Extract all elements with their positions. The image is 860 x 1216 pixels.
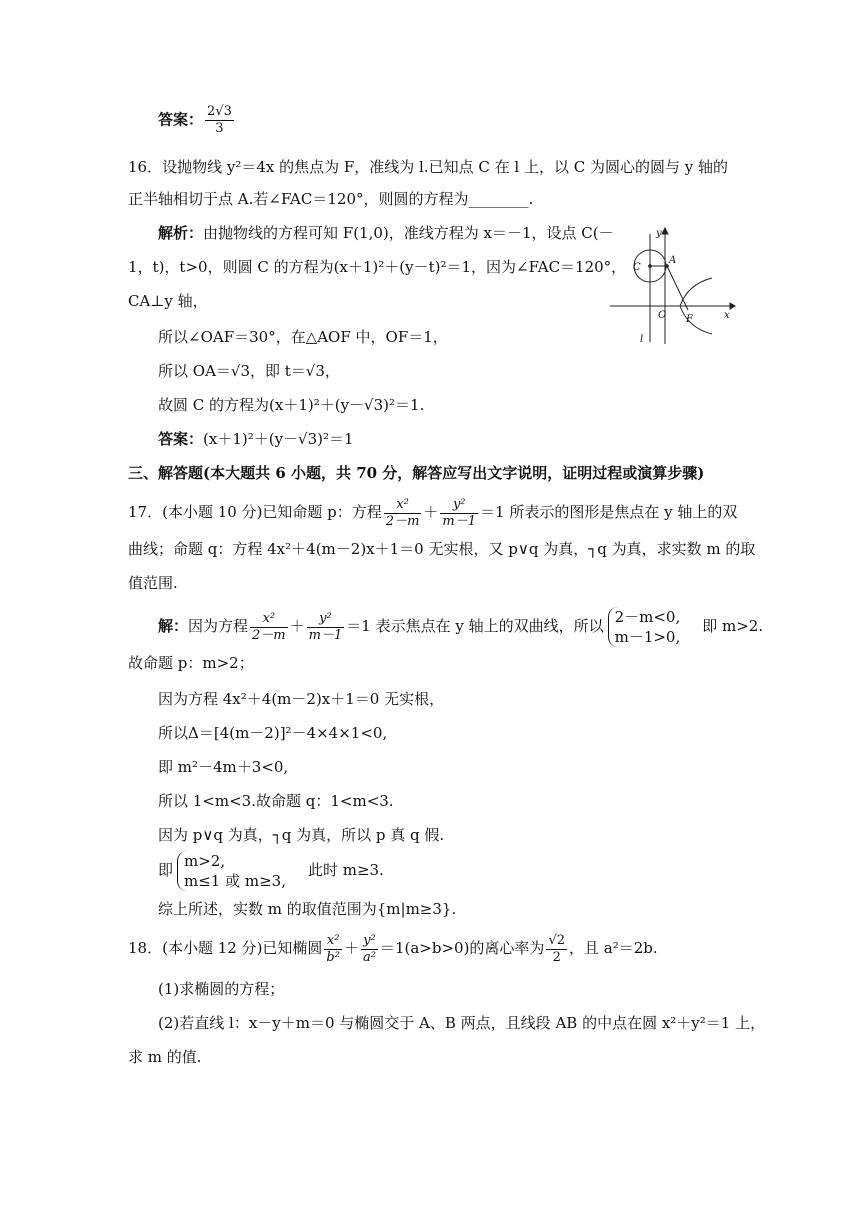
fraction-x2 [250, 611, 288, 644]
solution-text: 即 m>2. [702, 617, 764, 635]
solution-label: 解析： [158, 224, 204, 242]
q16-line2: 正半轴相切于点 A.若∠FAC＝120°，则圆的方程为________. [128, 190, 534, 208]
fraction-denominator: b² [326, 949, 340, 965]
fraction-numerator: y² [440, 497, 478, 514]
q17-solution-line6: 所以 1<m<3.故命题 q：1<m<3. [158, 792, 394, 810]
q17-line1 [128, 492, 737, 532]
fraction-numerator: x² [324, 933, 342, 950]
q17-text: 17．(本小题 10 分)已知命题 p：方程 [128, 503, 382, 521]
system-row: m≤1 或 m≥3, [184, 872, 286, 890]
q16-solution-line1 [158, 222, 614, 244]
solution-text: 因为方程 [188, 617, 249, 635]
q18-line1 [128, 928, 658, 968]
q16-answer [158, 428, 354, 450]
fraction-numerator: y² [361, 933, 378, 950]
fraction-y2-a2 [361, 933, 378, 966]
q17-solution-line8 [158, 848, 384, 892]
fraction-denominator: 2 [552, 949, 561, 965]
q16-line1: 16．设抛物线 y²＝4x 的焦点为 F，准线为 l.已知点 C 在 l 上，以 C 为圆心的圆与 y 轴的 [128, 158, 728, 176]
fraction-numerator: x² [384, 497, 422, 514]
inequality-system-2 [177, 851, 286, 891]
solution-label: 解： [158, 617, 189, 635]
label-o: O [658, 310, 667, 321]
fraction-denominator: 2－m [385, 513, 420, 529]
solution-text: 由抛物线的方程可知 F(1,0)，准线方程为 x＝－1，设点 C(－ [203, 224, 614, 242]
fraction-denominator: m－1 [308, 627, 343, 643]
y-axis-arrow [662, 228, 668, 234]
answer-15 [158, 104, 236, 137]
plus-sign: ＋ [423, 503, 439, 521]
q16-solution-line4: 所以∠OAF＝30°，在△AOF 中，OF＝1， [158, 328, 448, 346]
answer-label: 答案： [158, 110, 204, 129]
x-axis-arrow [730, 303, 735, 309]
fraction-x2-b2 [324, 933, 342, 966]
q17-solution-line5: 即 m²－4m＋3<0, [158, 758, 289, 776]
answer-label: 答案： [158, 430, 204, 448]
q17-solution-line3: 因为方程 4x²＋4(m－2)x＋1＝0 无实根， [158, 690, 445, 708]
label-a: A [669, 255, 677, 266]
fraction-numerator: y² [307, 611, 345, 628]
fraction-numerator: x² [250, 611, 288, 628]
answer-fraction [205, 104, 234, 137]
label-x: x [724, 310, 730, 321]
plus-sign: ＋ [289, 617, 305, 635]
q16-solution-line5: 所以 OA＝√3，即 t＝√3， [158, 362, 340, 380]
q18-text: 18．(本小题 12 分)已知椭圆 [128, 939, 323, 957]
q16-solution-line3: CA⊥y 轴， [128, 292, 208, 310]
fraction-numerator: 2√3 [207, 104, 232, 119]
system-row: 2－m<0, [614, 608, 681, 626]
q18-part2-cont: 求 m 的值. [128, 1048, 202, 1066]
label-f: F [686, 314, 693, 325]
segment-af [667, 266, 688, 310]
fraction-denominator: m－1 [442, 513, 477, 529]
q18-part2: (2)若直线 l：x－y＋m＝0 与椭圆交于 A、B 两点，且线段 AB 的中点在圆 x²＋y²＝1 上， [158, 1014, 766, 1032]
solution-text: 即 [158, 861, 174, 879]
plus-sign: ＋ [343, 939, 359, 957]
answer-text: (x＋1)²＋(y－√3)²＝1 [203, 430, 354, 448]
fraction-denominator: 3 [215, 121, 224, 136]
q18-text: ＝1(a>b>0)的离心率为 [379, 939, 545, 957]
q17-solution-line9: 综上所述，实数 m 的取值范围为{m|m≥3}. [158, 900, 457, 918]
fraction-denominator: 2－m [252, 627, 286, 643]
label-y: y [656, 228, 662, 239]
q17-solution-line4: 所以Δ＝[4(m－2)]²－4×4×1<0, [158, 724, 388, 742]
q18-part1: (1)求椭圆的方程； [158, 980, 285, 998]
label-c: C [633, 262, 641, 273]
system-row: m>2, [184, 852, 226, 870]
fraction-sqrt2-2 [546, 933, 567, 966]
label-l: l [640, 334, 644, 345]
system-row: m－1>0, [614, 628, 681, 646]
q16-solution-line2: 1，t)，t>0，则圆 C 的方程为(x＋1)²＋(y－t)²＝1，因为∠FAC＝120°， [128, 258, 627, 276]
q17-line2: 曲线；命题 q：方程 4x²＋4(m－2)x＋1＝0 无实根，又 p∨q 为真，┐q 为真，求实数 m 的取 [128, 540, 756, 558]
section-3-heading: 三、解答题(本大题共 6 小题，共 70 分，解答应写出文字说明，证明过程或演算步骤) [128, 464, 705, 482]
q16-solution-line6: 故圆 C 的方程为(x＋1)²＋(y－√3)²＝1. [158, 396, 425, 414]
fraction-y2 [307, 611, 345, 644]
parabola-circle-figure [606, 226, 736, 348]
q17-solution-line1 [158, 604, 763, 648]
q17-line3: 值范围. [128, 574, 178, 592]
q18-text: ，且 a²＝2b. [569, 939, 658, 957]
inequality-system-1 [608, 607, 681, 647]
solution-text: ＝1 表示焦点在 y 轴上的双曲线，所以 [346, 617, 604, 635]
q17-solution-line2: 故命题 p：m>2； [128, 654, 254, 672]
fraction-numerator: √2 [548, 932, 565, 948]
point-c [648, 264, 652, 268]
q17-solution-line7: 因为 p∨q 为真，┐q 为真，所以 p 真 q 假. [158, 826, 445, 844]
q17-text: ＝1 所表示的图形是焦点在 y 轴上的双 [480, 503, 738, 521]
solution-text: 此时 m≥3. [308, 861, 384, 879]
fraction-y2 [440, 497, 478, 530]
fraction-x2 [384, 497, 422, 530]
fraction-denominator: a² [362, 949, 376, 965]
